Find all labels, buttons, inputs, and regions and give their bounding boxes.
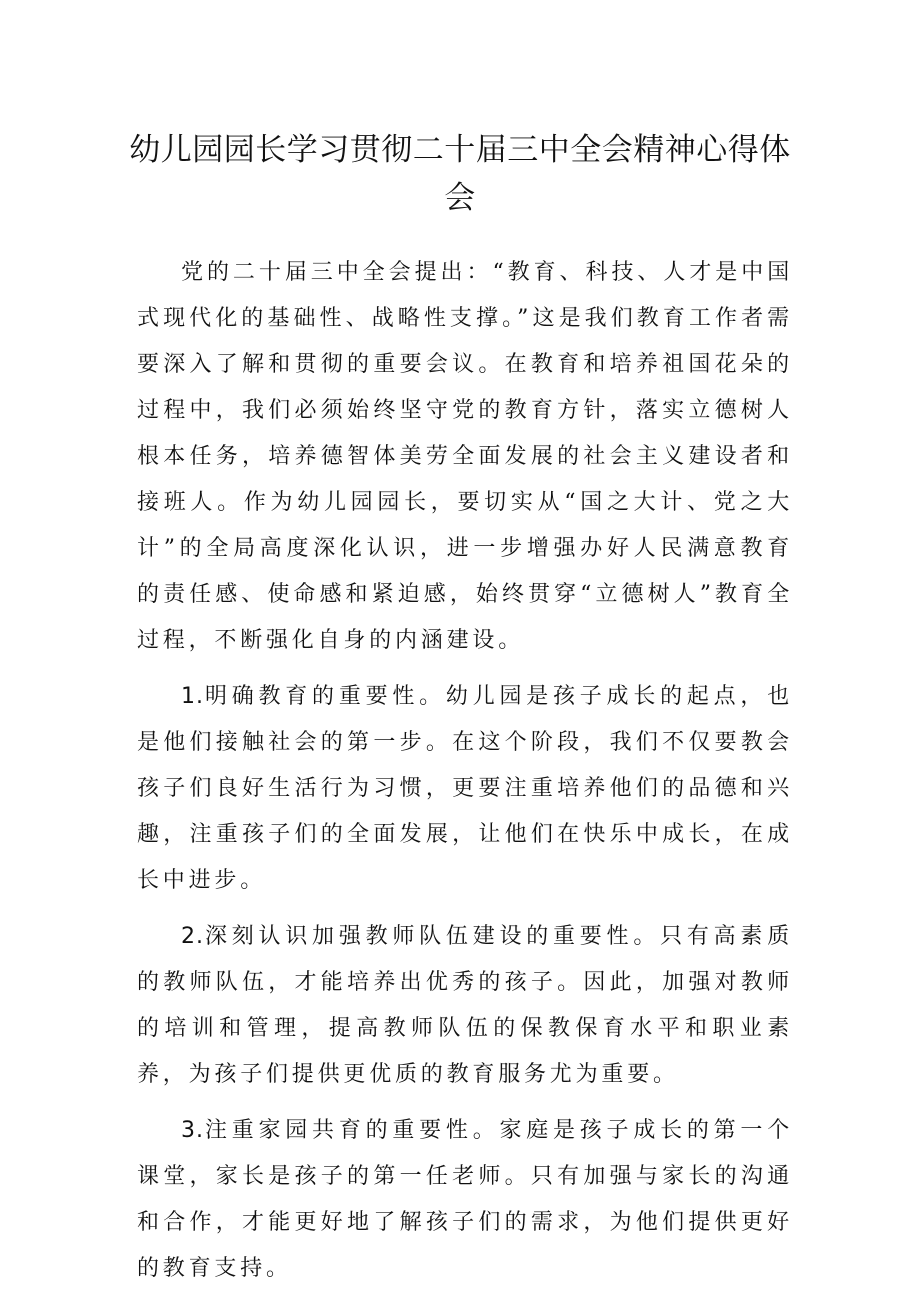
point-paragraph-2 [137, 914, 793, 1098]
paragraph-number: 2. [181, 924, 204, 949]
paragraph-text: 党的二十届三中全会提出：“教育、科技、人才是中国式现代化的基础性、战略性支撑。”这是我们教育工作者需要深入了解和贯彻的重要会议。在教育和培养祖国花朵的过程中，我们必须始终坚守党的教育方针，落实立德树人根本任务，培养德智体美劳全面发展的社会主义建设者和接班人。作为幼儿园园长，要切实从“国之大计、党之大计”的全局高度深化认识，进一步增强办好人民满意教育的责任感、使命感和紧迫感，始终贯穿“立德树人”教育全过程，不断强化自身的内涵建设。 [137, 260, 793, 653]
point-paragraph-3 [137, 1108, 793, 1292]
paragraph-text: 注重家园共育的重要性。家庭是孩子成长的第一个课堂，家长是孩子的第一任老师。只有加强与家长的沟通和合作，才能更好地了解孩子们的需求，为他们提供更好的教育支持。 [137, 1118, 793, 1281]
document-body [137, 250, 793, 1302]
paragraph-text: 明确教育的重要性。幼儿园是孩子成长的起点，也是他们接触社会的第一步。在这个阶段，我们不仅要教会孩子们良好生活行为习惯，更要注重培养他们的品德和兴趣，注重孩子们的全面发展，让他们在快乐中成长，在成长中进步。 [137, 684, 793, 893]
document-title: 幼儿园园长学习贯彻二十届三中全会精神心得体会 [129, 132, 791, 216]
paragraph-number: 3. [181, 1118, 204, 1143]
point-paragraph-1 [137, 674, 793, 904]
intro-paragraph [137, 250, 793, 664]
paragraph-text: 深刻认识加强教师队伍建设的重要性。只有高素质的教师队伍，才能培养出优秀的孩子。因此，加强对教师的培训和管理，提高教师队伍的保教保育水平和职业素养，为孩子们提供更优质的教育服务尤为重要。 [137, 924, 793, 1087]
paragraph-number: 1. [181, 684, 204, 709]
